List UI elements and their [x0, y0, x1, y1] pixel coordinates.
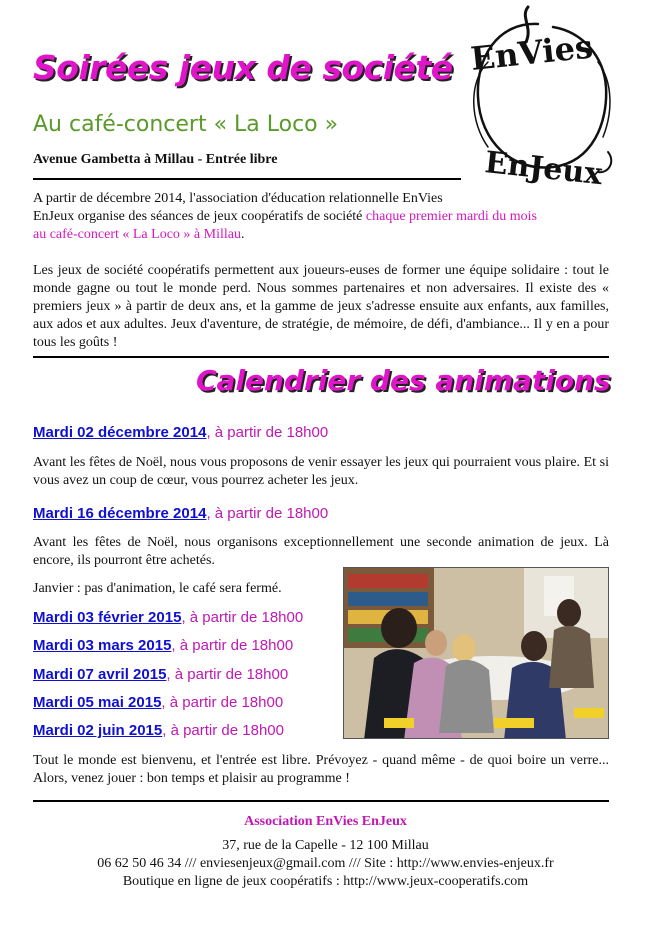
photo-illustration: [344, 568, 609, 739]
footer-shop: Boutique en ligne de jeux coopératifs : http://www.jeux-cooperatifs.com: [122, 874, 529, 889]
footer-address: 37, rue de la Capelle - 12 100 Millau: [222, 838, 429, 853]
january-note: Janvier : pas d'animation, le café sera fermé.: [33, 581, 282, 596]
intro-highlight-2: au café-concert « La Loco » à Millau: [33, 227, 241, 242]
divider-bottom: [33, 800, 609, 802]
event-time: , à partir de 18h00: [166, 666, 289, 683]
calendar-title: Calendrier des animations: [196, 364, 611, 397]
event-time: , à partir de 18h00: [206, 505, 329, 522]
event-time: , à partir de 18h00: [181, 609, 304, 626]
intro-paragraph: [33, 190, 609, 244]
logo-text-bottom: EnJeux: [483, 145, 604, 193]
footer-contact: 06 62 50 46 34 /// enviesenjeux@gmail.com /// Site : http://www.envies-enjeux.fr: [97, 856, 554, 871]
envies-enjeux-logo: [458, 2, 618, 194]
intro-highlight-1: chaque premier mardi du mois: [365, 209, 537, 224]
event-date-link[interactable]: Mardi 02 décembre 2014: [33, 424, 207, 441]
event-date-link[interactable]: Mardi 03 février 2015: [33, 609, 182, 626]
event-date-link[interactable]: Mardi 02 juin 2015: [33, 722, 163, 739]
event-address: Avenue Gambetta à Millau - Entrée libre: [33, 152, 278, 167]
event-date-link[interactable]: Mardi 07 avril 2015: [33, 666, 167, 683]
event-date-link[interactable]: Mardi 16 décembre 2014: [33, 505, 207, 522]
event-note: Avant les fêtes de Noël, nous vous proposons de venir essayer les jeux qui pourraient vous plaire. Et si vous avez un coup de cœur, vous pourrez acheter les jeux.: [33, 455, 609, 488]
event-date-link[interactable]: Mardi 03 mars 2015: [33, 637, 172, 654]
description-paragraph: Les jeux de société coopératifs permettent aux joueurs-euses de former une équipe solidaire : tout le monde gagne ou tout le monde perd. Nous sommes partenaires et non adversaires. Il existe des « premiers jeux » à partir de deux ans, et la gamme de jeux s'adresse ensuite aux enfants, aux familles, aux ados et aux adultes. Jeux d'aventure, de stratégie, de mémoire, de défi, d'ambiance... Il y en a pour tous les goûts !: [33, 263, 609, 350]
event-time: , à partir de 18h00: [171, 637, 294, 654]
closing-paragraph: Tout le monde est bienvenu, et l'entrée est libre. Prévoyez - quand même - de quoi boire un verre... Alors, venez jouer : bon temps et plaisir au programme !: [33, 753, 609, 786]
event-time: , à partir de 18h00: [206, 424, 329, 441]
event-date-link[interactable]: Mardi 05 mai 2015: [33, 694, 162, 711]
event-note: Avant les fêtes de Noël, nous organisons exceptionnellement une seconde animation de jeux. Là encore, ils pourront être achetés.: [33, 535, 609, 568]
divider-middle: [33, 356, 609, 358]
divider-top: [33, 178, 461, 180]
event-photo: [343, 567, 609, 739]
event-date-line: [33, 637, 293, 654]
event-date-line: [33, 609, 303, 626]
logo-text-top: EnVies: [468, 27, 595, 78]
event-time: , à partir de 18h00: [162, 722, 284, 739]
event-date-line: [33, 505, 328, 522]
event-time: , à partir de 18h00: [161, 694, 284, 711]
footer-association-name: Association EnVies EnJeux: [244, 814, 407, 829]
event-date-line: [33, 694, 283, 711]
page-subtitle: Au café-concert « La Loco »: [33, 112, 339, 137]
event-date-line: [33, 424, 328, 441]
intro-line-1: A partir de décembre 2014, l'association d'éducation relationnelle EnVies: [33, 191, 443, 206]
event-date-line: [33, 666, 288, 683]
intro-line-2: EnJeux organise des séances de jeux coopératifs de société: [33, 209, 366, 224]
event-date-line: [33, 722, 284, 739]
page-title: Soirées jeux de société: [33, 48, 453, 87]
intro-line-3-end: .: [240, 227, 245, 242]
